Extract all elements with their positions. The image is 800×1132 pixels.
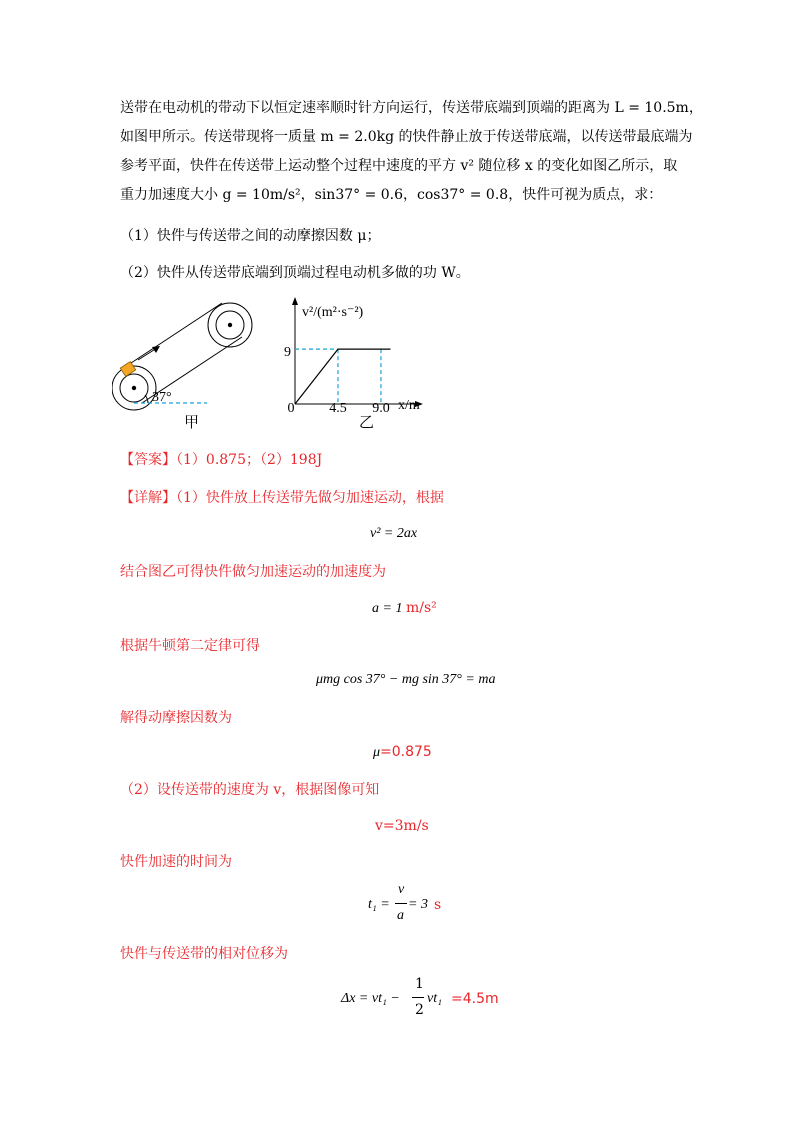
equation-6-numerator: v [398, 882, 405, 897]
x-tick-label-9.0: 9.0 [372, 401, 390, 416]
equation-7-denominator: 2 [415, 1002, 424, 1018]
equation-7-fraction-bar [412, 997, 424, 998]
equation-2 [372, 598, 437, 619]
answer-line [120, 450, 322, 470]
figure-jia-caption: 甲 [184, 415, 200, 431]
problem-line-3: 参考平面，快件在传送带上运动整个过程中速度的平方 v² 随位移 x 的变化如图乙所示，取 [120, 158, 678, 174]
y-axis-label: v²/(m²·s⁻²) [302, 305, 364, 320]
detail-intro: （1）快件放上传送带先做匀加速运动，根据 [176, 490, 444, 506]
equation-4-right: =0.875 [380, 744, 432, 760]
equation-2-unit: m/s² [405, 600, 437, 616]
detail-line-1 [120, 488, 444, 508]
belt-top-edge [122, 303, 222, 369]
equation-6-fraction-bar [395, 903, 407, 904]
detail-text-3: 根据牛顿第二定律可得 [120, 638, 260, 654]
angle-arc [145, 395, 148, 403]
question-2: （2）快件从传送带底端到顶端过程电动机多做的功 W。 [120, 265, 470, 281]
equation-7-mid: vt₁ [427, 991, 442, 1006]
y-axis-arrow [292, 297, 298, 305]
equation-7-right: =4.5m [451, 991, 499, 1007]
problem-line-4: 重力加速度大小 g = 10m/s²，sin37° = 0.6，cos37° = 0.8，快件可视为质点，求： [120, 187, 663, 203]
detail-text-5: （2）设传送带的速度为 v，根据图像可知 [120, 782, 380, 798]
question-1: （1）快件与传送带之间的动摩擦因数 μ； [120, 228, 381, 244]
equation-4 [373, 742, 432, 763]
answer-text: （1）0.875；（2）198J [176, 452, 323, 468]
data-segment-0 [295, 349, 338, 404]
equation-4-left: μ [373, 745, 381, 760]
equation-5: v=3m/s [375, 818, 429, 834]
equation-6-denominator: a [397, 908, 404, 923]
top-pulley-axle [228, 323, 232, 327]
figure-yi-caption: 乙 [359, 415, 375, 431]
figure-yi-graph [278, 296, 448, 436]
angle-label: 37° [152, 390, 172, 405]
x-axis-label: x/m [398, 398, 420, 413]
x-tick-label-4.5: 4.5 [329, 401, 347, 416]
detail-text-4: 解得动摩擦因数为 [120, 710, 232, 726]
bottom-pulley-axle [132, 386, 136, 390]
detail-text-6: 快件加速的时间为 [120, 854, 232, 870]
equation-2-left: a = 1 [372, 601, 406, 616]
equation-7-lhs: Δx = vt₁ − [341, 991, 400, 1006]
detail-text-2: 结合图乙可得快件做匀加速运动的加速度为 [120, 564, 386, 580]
y-tick-label-9: 9 [284, 345, 291, 360]
equation-3: μmg cos 37° − mg sin 37° = ma [316, 672, 496, 687]
detail-tag: 【详解】 [120, 490, 176, 506]
figure-jia-conveyor [112, 296, 262, 436]
equation-1: v² = 2ax [370, 526, 418, 541]
plot-layer [295, 349, 391, 404]
detail-text-7: 快件与传送带的相对位移为 [120, 946, 288, 962]
equation-6-lhs: t₁ = [368, 897, 390, 912]
problem-line-2: 如图甲所示。传送带现将一质量 m = 2.0kg 的快件静止放于传送带底端，以传送带最底端为 [120, 129, 693, 145]
equation-6-mid: = 3 [408, 897, 428, 912]
answer-tag: 【答案】 [120, 452, 176, 468]
equation-7-numerator: 1 [415, 976, 424, 992]
equation-6-unit: s [434, 897, 442, 913]
motion-arrow-head [152, 346, 160, 353]
problem-line-1: 送带在电动机的带动下以恒定速率顺时针方向运行，传送带底端到顶端的距离为 L = 10.5m， [120, 100, 703, 116]
origin-label: 0 [287, 401, 295, 416]
